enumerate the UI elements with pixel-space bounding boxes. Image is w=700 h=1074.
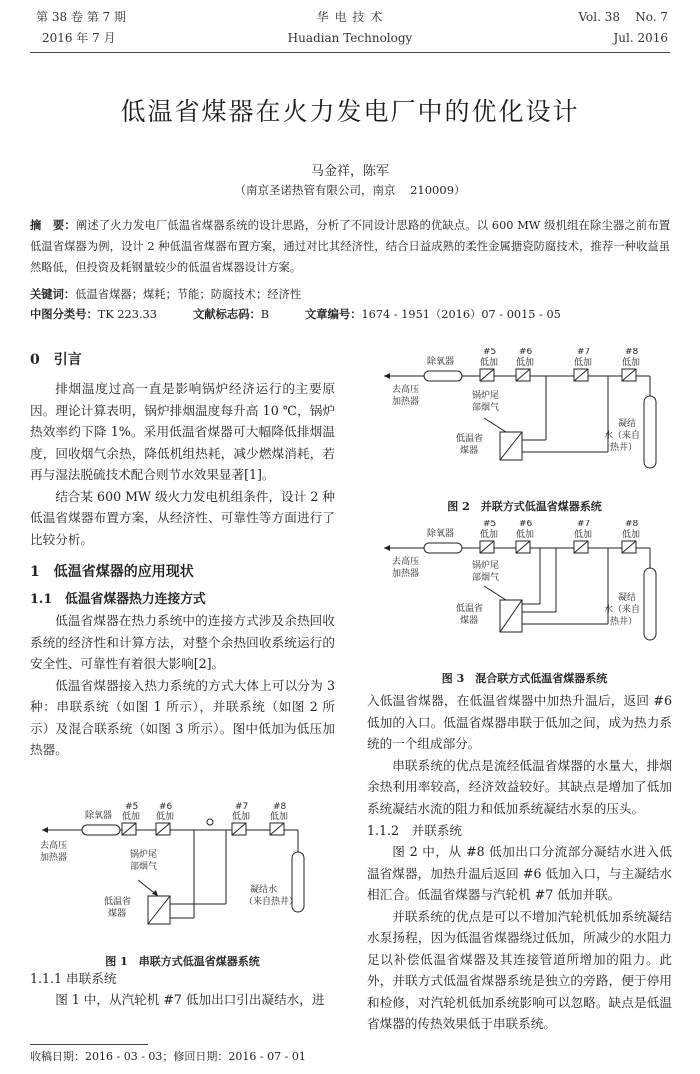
- document-code: [193, 305, 269, 324]
- fig2-heater-8-num: #8: [625, 348, 639, 357]
- fig2-heater-5-num: #5: [483, 348, 497, 357]
- deaerator-symbol: [82, 825, 120, 835]
- fig1-cond-line2: （来自热井）: [244, 897, 299, 907]
- authors: 马金祥，陈军: [310, 164, 389, 179]
- fig3-heater-8-num: #8: [625, 520, 639, 529]
- fig3-cond-line2: 水（来自: [604, 605, 641, 615]
- figure-3-hybrid-system: [372, 520, 677, 660]
- fig1-cond-line1: 凝结水: [250, 885, 278, 895]
- fig3-cond-line3: 热井）: [610, 617, 638, 627]
- fig2-heater-8-label: 低加: [622, 358, 641, 368]
- fig2-flue-line2: 部烟气: [472, 403, 500, 413]
- fig2-lte-line2: 煤器: [460, 446, 479, 456]
- deaerator-symbol: [424, 543, 462, 553]
- right-column: [367, 690, 672, 1035]
- fig1-heater-5-num: #5: [125, 802, 139, 812]
- fig2-cond-line2: 水（来自: [604, 431, 641, 441]
- figure-1-series-system: [30, 800, 335, 950]
- fig2-to-hp-line2: 加热器: [392, 397, 420, 407]
- fig2-heater-7-label: 低加: [574, 358, 593, 368]
- classification-number: [30, 305, 157, 324]
- figure-1-caption: 图 1 串联方式低温省煤器系统: [105, 955, 260, 968]
- fig2-heater-7-num: #7: [577, 348, 591, 357]
- fig2-heater-6-label: 低加: [516, 358, 535, 368]
- figure-2-caption: 图 2 并联方式低温省煤器系统: [447, 500, 602, 513]
- paragraph-connection-2: 低温省煤器接入热力系统的方式大体上可以分为 3 种：串联系统（如图 1 所示），并联系统（如图 2 所示）及混合联系统（如图 3 所示）。图中低加为低压加热器。: [30, 677, 335, 757]
- fig2-deaerator-label: 除氧器: [427, 357, 455, 367]
- fig1-heater-6-label: 低加: [156, 812, 175, 822]
- header-volume-cn: 第 38 卷 第 7 期: [36, 10, 126, 24]
- figure-3-caption: 图 3 混合联方式低温省煤器系统: [441, 672, 608, 685]
- classification-value: TK 223.33: [97, 308, 157, 321]
- fig1-to-hp-line2: 加热器: [40, 853, 68, 863]
- section-1-1-2-title: 1.1.2 并联系统: [367, 823, 463, 838]
- document-code-value: B: [260, 308, 270, 321]
- abstract-text: 阐述了火力发电厂低温省煤器系统的设计思路，分析了不同设计思路的优缺点。以 600 MW 级机组在除尘器之前布置低温省煤器为例，设计 2 种低温省煤器布置方案，通过对比其经济性，结合日益成熟的柔性金属搪瓷防腐技术，推荐一种收益虽然略低，但投资及耗钢量较少的低温省煤器设计方案。: [30, 219, 670, 274]
- header-date-cn: 2016 年 7 月: [42, 31, 116, 45]
- fig3-heater-5-label: 低加: [480, 530, 499, 540]
- fig2-to-hp-line1: 去高压: [392, 385, 420, 395]
- header-journal-en: Huadian Technology: [287, 31, 413, 45]
- article-number-label: 文章编号：: [305, 307, 362, 321]
- section-1-title: 1 低温省煤器的应用现状: [30, 564, 194, 580]
- condensate-tank-symbol: [644, 396, 656, 468]
- keywords-label: 关键词：: [30, 287, 76, 301]
- abstract-label: 摘 要：: [30, 218, 76, 232]
- footnote-dates: 收稿日期：2016 - 03 - 03；修回日期：2016 - 07 - 01: [30, 1050, 306, 1063]
- header-volume-en: Vol. 38 No. 7: [578, 10, 668, 24]
- figure-2-parallel-system: [372, 348, 677, 488]
- fig3-heater-7-label: 低加: [574, 530, 593, 540]
- header-date-en: Jul. 2016: [613, 31, 668, 45]
- paragraph-series-1: 图 1 中，从汽轮机 #7 低加出口引出凝结水，进: [55, 992, 325, 1007]
- fig1-heater-5-label: 低加: [122, 812, 141, 822]
- fig1-heater-7-num: #7: [235, 802, 249, 812]
- fig1-heater-7-label: 低加: [232, 812, 251, 822]
- fig1-to-hp-line1: 去高压: [40, 841, 68, 851]
- fig1-heater-6-num: #6: [159, 802, 173, 812]
- fig3-lte-line2: 煤器: [460, 616, 479, 626]
- document-code-label: 文献标志码：: [193, 307, 261, 321]
- paragraph-parallel-2: 并联系统的优点是可以不增加汽轮机低加系统凝结水泵扬程，因为低温省煤器绕过低加，所减少的水阻力足以补偿低温省煤器及其连接管道所增加的阻力。此外，并联方式低温省煤器系统是独立的旁路，便于停用和检修，对汽轮机低加系统影响可以忽略。缺点是低温省煤器的传热效果低于串联系统。: [367, 908, 672, 1031]
- fig2-heater-6-num: #6: [519, 348, 533, 357]
- fig3-flue-line2: 部烟气: [472, 573, 500, 583]
- header-journal-cn: 华 电 技 术: [316, 10, 384, 24]
- fig2-cond-line3: 热井）: [610, 443, 638, 453]
- fig1-heater-8-num: #8: [273, 802, 287, 812]
- fig3-to-hp-line2: 加热器: [392, 569, 420, 579]
- fig1-lte-line2: 煤器: [108, 909, 127, 919]
- fig1-flue-line1: 锅炉尾: [130, 850, 158, 860]
- fig3-heater-6-num: #6: [519, 520, 533, 529]
- fig1-flue-line2: 部烟气: [130, 862, 158, 872]
- section-1-1-1-title: 1.1.1 串联系统: [30, 971, 117, 986]
- paragraph-parallel-1: 图 2 中，从 #8 低加出口分流部分凝结水进入低温省煤器，加热升温后返回 #6 低加入口，与主凝结水相汇合。低温省煤器与汽轮机 #7 低加并联。: [367, 844, 672, 902]
- fig2-cond-line1: 凝结: [618, 419, 637, 429]
- fig1-lte-line1: 低温省: [104, 897, 132, 907]
- condensate-tank-symbol: [644, 568, 656, 640]
- fig3-heater-7-num: #7: [577, 520, 591, 529]
- footnote-rule: [30, 1044, 148, 1045]
- fig3-cond-line1: 凝结: [618, 593, 637, 603]
- fig3-heater-6-label: 低加: [516, 530, 535, 540]
- paragraph-connection-1: 低温省煤器在热力系统中的连接方式涉及余热回收系统的经济性和计算方法，对整个余热回收系统运行的安全性、可靠性有着很大影响[2]。: [30, 613, 335, 671]
- keywords: [30, 285, 301, 304]
- abstract: [30, 215, 670, 278]
- keywords-text: 低温省煤器；煤耗；节能；防腐技术；经济性: [75, 288, 302, 301]
- fig3-to-hp-line1: 去高压: [392, 557, 420, 567]
- fig3-flue-line1: 锅炉尾: [472, 561, 500, 571]
- fig3-heater-8-label: 低加: [622, 530, 641, 540]
- paragraph-series-2: 入低温省煤器，在低温省煤器中加热升温后，返回 #6 低加的入口。低温省煤器串联于低加之间，成为热力系统的一个组成部分。: [367, 693, 672, 751]
- affiliation: （南京圣诺热管有限公司，南京 210009）: [234, 183, 466, 197]
- fig2-lte-line1: 低温省: [456, 434, 484, 444]
- classification-label: 中图分类号：: [30, 307, 98, 321]
- article-number: [305, 305, 561, 324]
- deaerator-symbol: [424, 371, 462, 381]
- fig3-heater-5-num: #5: [483, 520, 497, 529]
- fig1-heater-8-label: 低加: [270, 812, 289, 822]
- section-1-1-title: 1.1 低温省煤器热力连接方式: [30, 592, 206, 607]
- paragraph-intro-1: 排烟温度过高一直是影响锅炉经济运行的主要原因。理论计算表明，锅炉排烟温度每升高 10 ℃，锅炉热效率约下降 1%。采用低温省煤器可大幅降低排烟温度，回收烟气余热，降低机组热耗，减少燃煤消耗，若再与湿法脱硫技术配合则节水效果显著[1]。: [30, 381, 335, 482]
- paragraph-intro-2: 结合某 600 MW 级火力发电机组条件，设计 2 种低温省煤器布置方案，从经济性、可靠性等方面进行了比较分析。: [30, 488, 335, 547]
- article-number-value: 1674 - 1951（2016）07 - 0015 - 05: [361, 308, 561, 321]
- fig3-deaerator-label: 除氧器: [427, 529, 455, 539]
- valve-symbol: [207, 819, 213, 825]
- fig3-lte-line1: 低温省: [456, 604, 484, 614]
- fig1-deaerator-label: 除氧器: [85, 811, 113, 821]
- left-column-bottom: [30, 969, 335, 1011]
- paragraph-series-3: 串联系统的优点是流经低温省煤器的水量大，排烟余热利用率较高，经济效益较好。其缺点是增加了低加系统凝结水流的阻力和低加系统凝结水泵的压头。: [367, 757, 672, 816]
- fig2-flue-line1: 锅炉尾: [472, 391, 500, 401]
- header-rule: [30, 52, 670, 53]
- section-0-title: 0 引言: [30, 352, 82, 368]
- fig2-heater-5-label: 低加: [480, 358, 499, 368]
- left-column: [30, 350, 335, 761]
- paper-title: 低温省煤器在火力发电厂中的优化设计: [120, 97, 580, 126]
